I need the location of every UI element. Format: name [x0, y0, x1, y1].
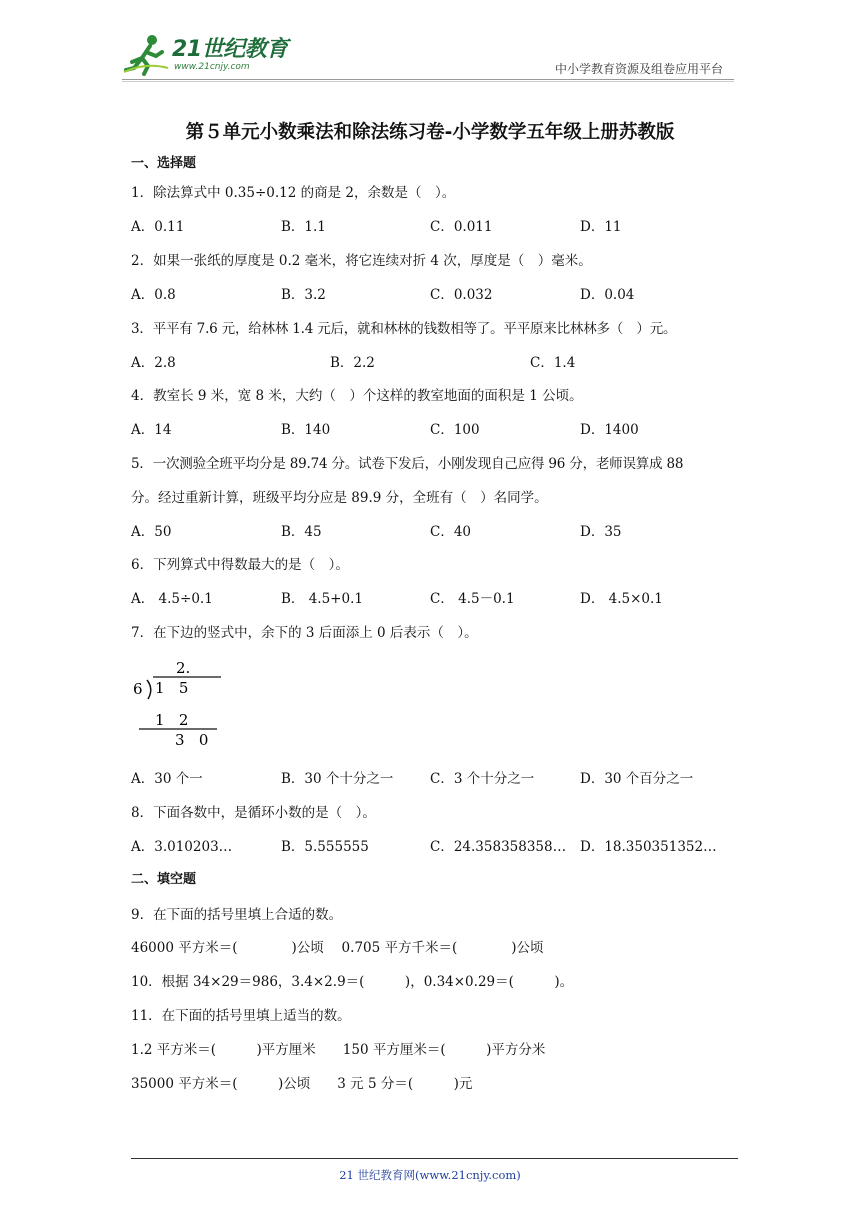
question-7-option-b[interactable]: B．30 个十分之一 [281, 771, 394, 787]
question-8-option-b[interactable]: B．5.555555 [281, 839, 369, 855]
question-5-stem-line-1: 5．一次测验全班平均分是 89.74 分。试卷下发后，小刚发现自己应得 96 分，老师误算成 88 [131, 456, 684, 472]
question-7-option-d[interactable]: D．30 个百分之一 [580, 771, 694, 787]
section-heading-choice: 一、选择题 [131, 156, 197, 171]
site-logo [122, 32, 292, 78]
long-division-figure [131, 655, 231, 750]
question-2-option-b[interactable]: B．3.2 [281, 287, 326, 303]
page-title: 第５单元小数乘法和除法练习卷-小学数学五年级上册苏教版 [185, 122, 675, 143]
division-quotient: 2. [176, 659, 191, 677]
header-divider-secondary [122, 81, 734, 82]
question-6-option-d[interactable]: D． 4.5×0.1 [580, 591, 663, 607]
question-4-option-a[interactable]: A．14 [131, 422, 172, 438]
division-bracket [147, 680, 151, 699]
question-11-stem: 11．在下面的括号里填上适当的数。 [131, 1008, 351, 1024]
question-11-fill-line-1[interactable]: 1.2 平方米＝( )平方厘米 150 平方厘米＝( )平方分米 [131, 1042, 546, 1058]
division-divisor: 6 [133, 680, 143, 698]
question-7-option-a[interactable]: A．30 个一 [131, 771, 203, 787]
question-5-option-a[interactable]: A．50 [131, 524, 172, 540]
question-5-stem-line-2: 分。经过重新计算，班级平均分应是 89.9 分，全班有（ ）名同学。 [131, 490, 548, 506]
question-1-option-c[interactable]: C．0.011 [430, 219, 493, 235]
question-2-stem: 2．如果一张纸的厚度是 0.2 毫米，将它连续对折 4 次，厚度是（ ）毫米。 [131, 253, 592, 269]
question-1-stem: 1．除法算式中 0.35÷0.12 的商是 2，余数是（ ）。 [131, 185, 456, 201]
question-2-option-a[interactable]: A．0.8 [131, 287, 176, 303]
header-slogan: 中小学教育资源及组卷应用平台 [554, 62, 723, 76]
logo-url: www.21cnjy.com [174, 62, 250, 72]
division-product: 1 2 [155, 711, 189, 729]
question-8-option-a[interactable]: A．3.010203… [131, 839, 233, 855]
page-header [0, 0, 860, 90]
header-divider [122, 79, 734, 80]
question-3-option-b[interactable]: B．2.2 [330, 355, 375, 371]
question-4-option-d[interactable]: D．1400 [580, 422, 639, 438]
question-2-option-d[interactable]: D．0.04 [580, 287, 635, 303]
division-remainder: 3 0 [175, 731, 209, 749]
question-6-option-a[interactable]: A． 4.5÷0.1 [131, 591, 213, 607]
question-8-option-c[interactable]: C．24.358358358… [430, 839, 567, 855]
division-dividend: 1 5 [155, 679, 189, 697]
question-7-stem: 7．在下边的竖式中，余下的 3 后面添上 0 后表示（ ）。 [131, 625, 478, 641]
question-8-option-d[interactable]: D．18.350351352… [580, 839, 717, 855]
question-2-option-c[interactable]: C．0.032 [430, 287, 493, 303]
question-10-stem[interactable]: 10．根据 34×29＝986，3.4×2.9＝( )，0.34×0.29＝( )。 [131, 974, 574, 990]
question-3-option-c[interactable]: C．1.4 [530, 355, 576, 371]
question-5-option-c[interactable]: C．40 [430, 524, 472, 540]
question-11-fill-line-2[interactable]: 35000 平方米＝( )公顷 3 元 5 分＝( )元 [131, 1076, 473, 1092]
runner-logo-icon [122, 32, 170, 76]
question-4-option-c[interactable]: C．100 [430, 422, 480, 438]
footer-link[interactable]: 21 世纪教育网(www.21cnjy.com) [339, 1168, 521, 1182]
logo-text: 21世纪教育 [172, 37, 288, 62]
question-9-stem: 9．在下面的括号里填上合适的数。 [131, 907, 343, 923]
section-heading-fill: 二、填空题 [131, 872, 197, 887]
question-1-option-a[interactable]: A．0.11 [131, 219, 185, 235]
footer-divider [131, 1158, 738, 1159]
question-1-option-b[interactable]: B．1.1 [281, 219, 326, 235]
question-4-stem: 4．教室长 9 米，宽 8 米，大约（ ）个这样的教室地面的面积是 1 公顷。 [131, 388, 583, 404]
question-4-option-b[interactable]: B．140 [281, 422, 331, 438]
question-5-option-b[interactable]: B．45 [281, 524, 322, 540]
question-3-option-a[interactable]: A．2.8 [131, 355, 176, 371]
question-3-stem: 3．平平有 7.6 元，给林林 1.4 元后，就和林林的钱数相等了。平平原来比林林多（ ）元。 [131, 321, 677, 337]
question-1-option-d[interactable]: D．11 [580, 219, 622, 235]
question-9-fill-line[interactable]: 46000 平方米＝( )公顷 0.705 平方千米＝( )公顷 [131, 940, 544, 956]
question-5-option-d[interactable]: D．35 [580, 524, 622, 540]
question-7-option-c[interactable]: C．3 个十分之一 [430, 771, 535, 787]
question-6-option-b[interactable]: B． 4.5+0.1 [281, 591, 363, 607]
question-6-option-c[interactable]: C． 4.5－0.1 [430, 591, 515, 607]
question-6-stem: 6．下列算式中得数最大的是（ ）。 [131, 557, 349, 573]
question-8-stem: 8．下面各数中，是循环小数的是（ ）。 [131, 805, 376, 821]
